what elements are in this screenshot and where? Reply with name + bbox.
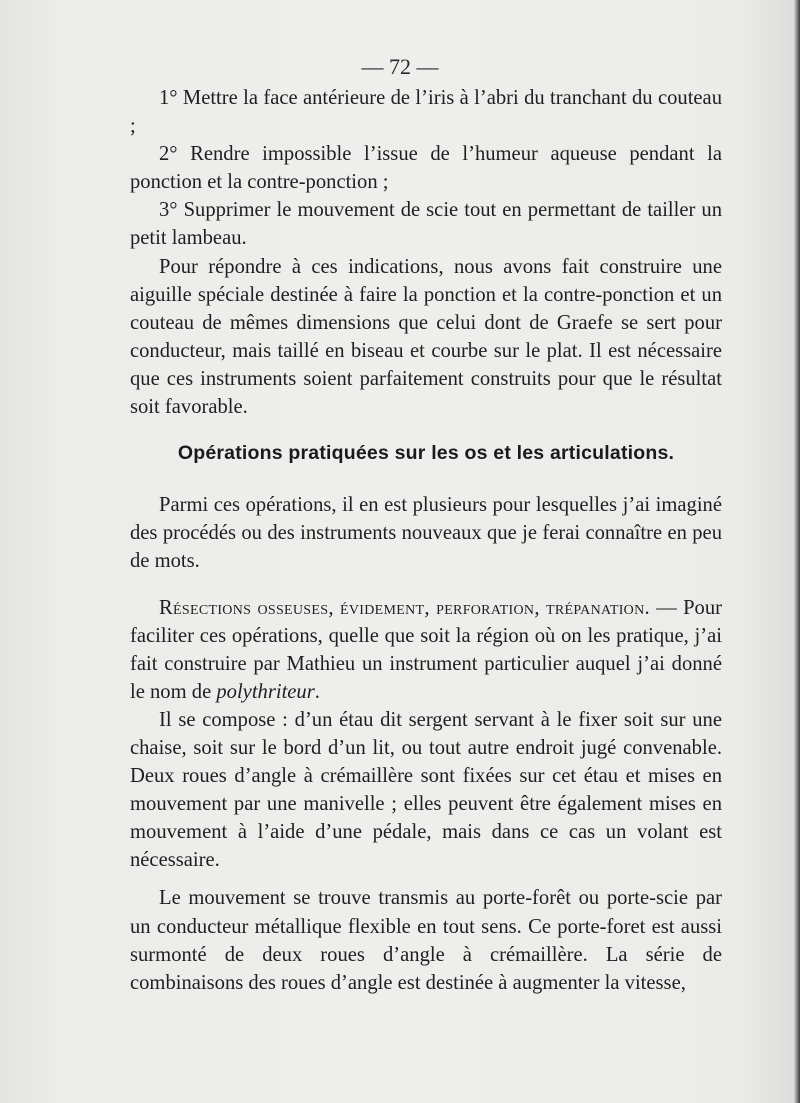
resections-end: . (314, 680, 320, 703)
spacer (130, 874, 722, 884)
page-number: — 72 — (361, 54, 439, 79)
section-heading: Opérations pratiquées sur les os et les articulations. (177, 442, 675, 465)
page-edge-shadow (794, 0, 800, 1103)
paragraph-intro: Parmi ces opérations, il en est plusieurs pour lesquelles j’ai imaginé des procédés ou des instruments nouveaux que je ferai connaître en peu de mots. (130, 494, 722, 573)
polythriteur-term: polythriteur (216, 680, 315, 703)
resections-title: Résections osseuses, évidement, perforation, trépanation. — (159, 596, 678, 619)
paragraph-mouvement: Le mouvement se trouve transmis au porte-forêt ou porte-scie par un conducteur métallique flexible en tout sens. Ce porte-foret est aussi surmonté de deux roues d’angle à crémaillère. La série de combinaisons des roues d’angle est destinée à augmenter la vitesse, (130, 887, 722, 994)
spacer (130, 576, 722, 594)
body-text (130, 84, 722, 997)
paragraph-composition: Il se compose : d’un étau dit sergent servant à le fixer soit sur une chaise, soit sur le bord d’un lit, ou tout autre endroit jugé convenable. Deux roues d’angle à crémaillère sont fixées sur cet étau et mises en mouvement par une manivelle ; elles peuvent être également mises en mouvement à l’aide d’une pédale, mais dans ce cas un volant est nécessaire. (130, 708, 722, 872)
paragraph-resections (130, 594, 722, 706)
paragraph-indications: Pour répondre à ces indications, nous avons fait construire une aiguille spéciale destinée à faire la ponction et la contre-ponction et un couteau de mêmes dimensions que celui dont de Graefe se sert pour conducteur, mais taillé en biseau et courbe sur le plat. Il est nécessaire que ces instruments soient parfaitement construits pour que le résultat soit favorable. (130, 255, 722, 419)
paragraph-item-2: 2° Rendre impossible l’issue de l’humeur aqueuse pendant la ponction et la contre-ponction ; (130, 143, 722, 194)
paragraph-item-1: 1° Mettre la face antérieure de l’iris à l’abri du tranchant du couteau ; (130, 87, 722, 138)
resections-text: Pour faciliter ces opérations, quelle que soit la région où on les pratique, j’ai fait construire par Mathieu un instrument particulier auquel j’ai donné le nom de (130, 596, 722, 703)
paragraph-item-3: 3° Supprimer le mouvement de scie tout en permettant de tailler un petit lambeau. (130, 199, 722, 250)
